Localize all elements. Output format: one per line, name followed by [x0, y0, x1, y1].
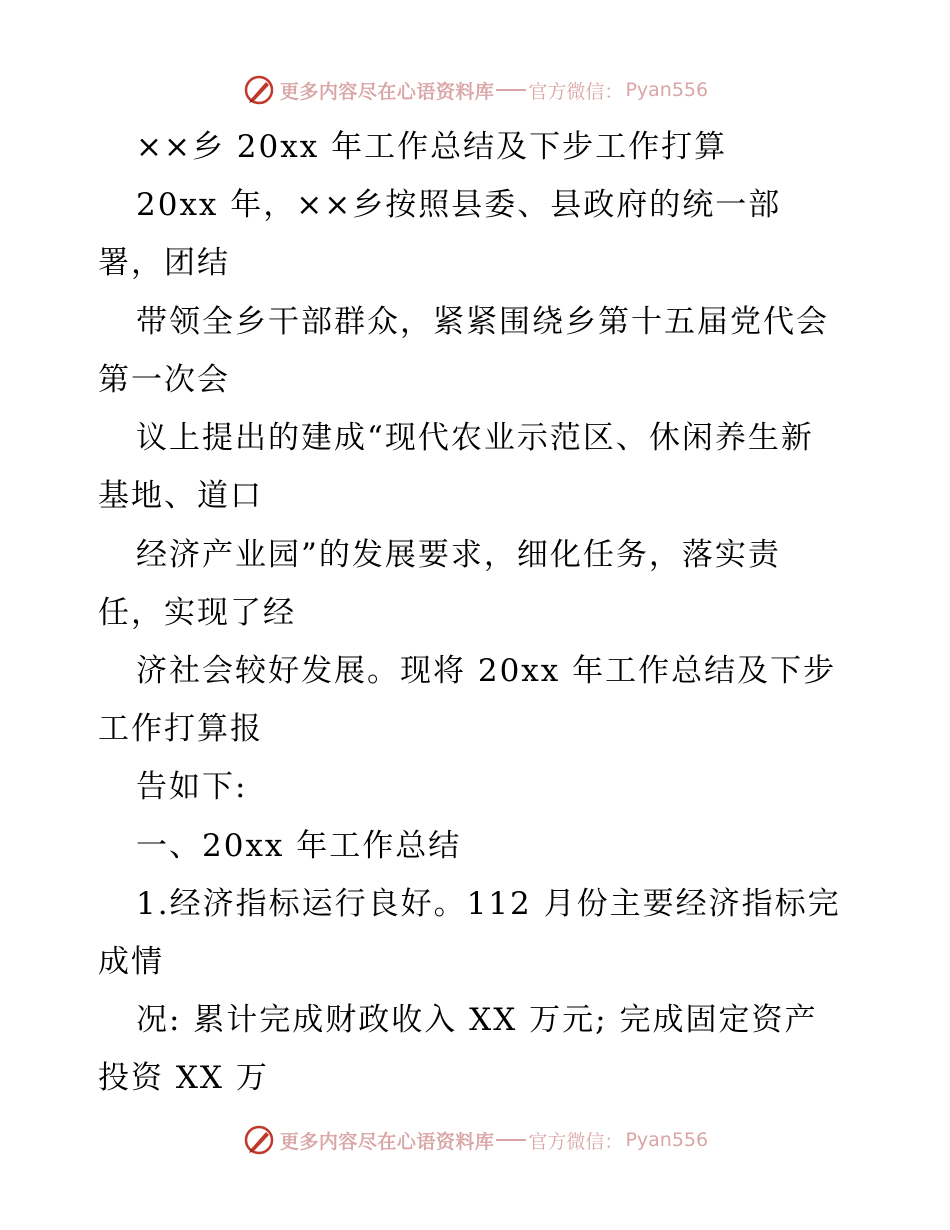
paragraph-line: 署，团结 — [98, 245, 230, 281]
paragraph-line: 第一次会 — [98, 362, 230, 398]
paragraph-line: 况: 累计完成财政收入 XX 万元; 完成固定资产 — [136, 1002, 818, 1038]
banner-title: 更多内容尽在心语资料库 — [279, 80, 495, 103]
paragraph-line: 基地、道口 — [98, 478, 263, 514]
footer-banner — [0, 1120, 950, 1160]
paragraph-line: 经济产业园”的发展要求，细化任务，落实责 — [136, 537, 781, 573]
paragraph-line: 20xx 年，××乡按照县委、县政府的统一部 — [136, 187, 782, 223]
banner-divider — [496, 1139, 526, 1141]
banner-divider — [496, 89, 526, 91]
paragraph-line: 济社会较好发展。现将 20xx 年工作总结及下步 — [136, 653, 837, 689]
banner-contact-label: 官方微信： — [528, 80, 624, 103]
section-heading: 一、20xx 年工作总结 — [136, 828, 462, 864]
banner-title: 更多内容尽在心语资料库 — [279, 1130, 495, 1153]
paragraph-line: 1.经济指标运行良好。112 月份主要经济指标完 — [136, 886, 841, 922]
paragraph-line: 带领全乡干部群众，紧紧围绕乡第十五届党代会 — [136, 304, 829, 340]
paragraph-line: 告如下: — [136, 769, 248, 805]
banner-contact-id: Pyan556 — [625, 79, 709, 101]
paragraph-line: 任，实现了经 — [98, 595, 296, 631]
banner-contact-id: Pyan556 — [625, 1129, 709, 1151]
header-banner — [0, 70, 950, 110]
pen-logo-icon — [242, 73, 276, 107]
pen-logo-icon — [242, 1123, 276, 1157]
paragraph-line: 投资 XX 万 — [98, 1060, 269, 1096]
paragraph-line: 议上提出的建成“现代农业示范区、休闲养生新 — [136, 420, 814, 456]
document-title: ××乡 20xx 年工作总结及下步工作打算 — [136, 129, 728, 165]
paragraph-line: 工作打算报 — [98, 711, 263, 747]
paragraph-line: 成情 — [98, 944, 164, 980]
banner-contact-label: 官方微信： — [528, 1130, 624, 1153]
